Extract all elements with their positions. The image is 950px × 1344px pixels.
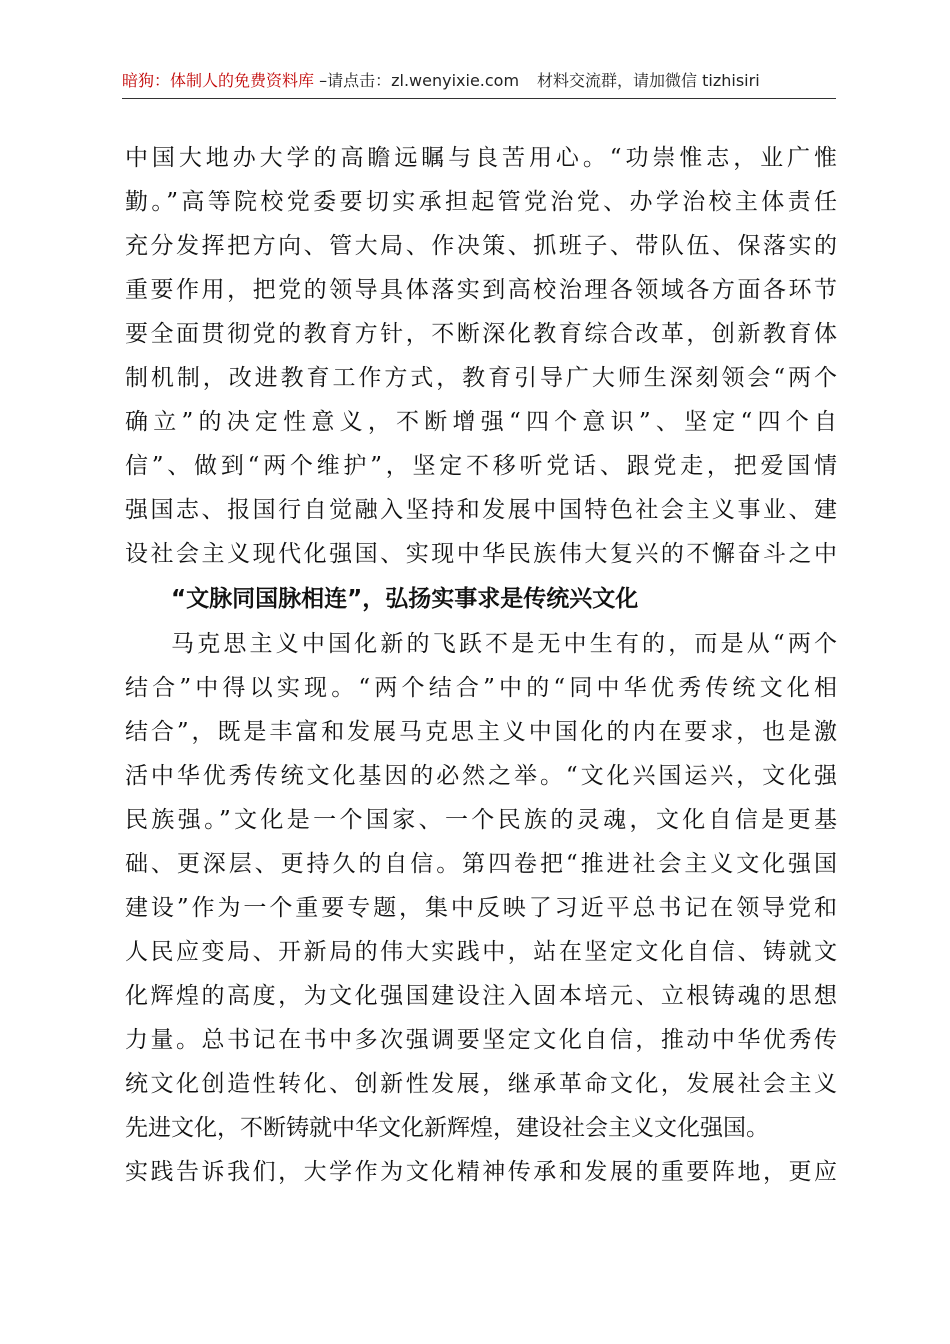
text-line: 人民应变局、开新局的伟大实践中，站在坚定文化自信、铸就文 — [125, 939, 837, 965]
text-line: 先进文化，不断铸就中华文化新辉煌，建设社会主义文化强国。 — [125, 1115, 769, 1141]
text-line: 信”、做到“两个维护”，坚定不移听党话、跟党走，把爱国情 — [125, 453, 837, 479]
text-line: 强国志、报国行自觉融入坚持和发展中国特色社会主义事业、建 — [125, 497, 837, 523]
text-line: 化辉煌的高度，为文化强国建设注入固本培元、立根铸魂的思想 — [125, 983, 837, 1009]
header-click-prompt: –请点击： — [314, 71, 392, 90]
text-line: 设社会主义现代化强国、实现中华民族伟大复兴的不懈奋斗之中 — [125, 541, 837, 567]
text-line: 活中华优秀传统文化基因的必然之举。“文化兴国运兴，文化强 — [125, 763, 837, 789]
text-line: 结合”，既是丰富和发展马克思主义中国化的内在要求，也是激 — [125, 719, 837, 745]
text-line: 统文化创造性转化、创新性发展，继承革命文化，发展社会主义 — [125, 1071, 837, 1097]
text-line: 中国大地办大学的高瞻远瞩与良苦用心。“功崇惟志，业广惟 — [125, 145, 837, 171]
paragraph-1 — [125, 136, 837, 576]
text-line: 实践告诉我们，大学作为文化精神传承和发展的重要阵地，更应 — [125, 1159, 837, 1185]
header-url-link[interactable]: zl.wenyixie.com — [391, 71, 520, 90]
paragraph-2 — [125, 622, 837, 1194]
text-line: 建设”作为一个重要专题，集中反映了习近平总书记在领导党和 — [125, 895, 837, 921]
text-line: 要全面贯彻党的教育方针，不断深化教育综合改革，创新教育体 — [125, 321, 837, 347]
text-line: 确立”的决定性意义，不断增强“四个意识”、坚定“四个自 — [125, 409, 837, 435]
text-line: 力量。总书记在书中多次强调要坚定文化自信，推动中华优秀传 — [125, 1027, 837, 1053]
text-line: 础、更深层、更持久的自信。第四卷把“推进社会主义文化强国 — [125, 851, 837, 877]
text-line: 结合”中得以实现。“两个结合”中的“同中华优秀传统文化相 — [125, 675, 837, 701]
text-line: 充分发挥把方向、管大局、作决策、抓班子、带队伍、保落实的 — [125, 233, 837, 259]
text-line: 马克思主义中国化新的飞跃不是无中生有的，而是从“两个 — [171, 631, 837, 657]
text-line: 民族强。”文化是一个国家、一个民族的灵魂，文化自信是更基 — [125, 807, 837, 833]
text-line: 重要作用，把党的领导具体落实到高校治理各领域各方面各环节 — [125, 277, 837, 303]
text-line: 制机制，改进教育工作方式，教育引导广大师生深刻领会“两个 — [125, 365, 837, 391]
page-header — [122, 68, 836, 99]
section-heading: “文脉同国脉相连”，弘扬实事求是传统兴文化 — [171, 586, 639, 612]
document-body — [125, 136, 837, 1194]
header-brand: 暗狗：体制人的免费资料库 — [122, 71, 315, 90]
header-contact: 材料交流群，请加微信 tizhisiri — [537, 71, 760, 90]
text-line: 勤。”高等院校党委要切实承担起管党治党、办学治校主体责任 — [125, 189, 837, 215]
